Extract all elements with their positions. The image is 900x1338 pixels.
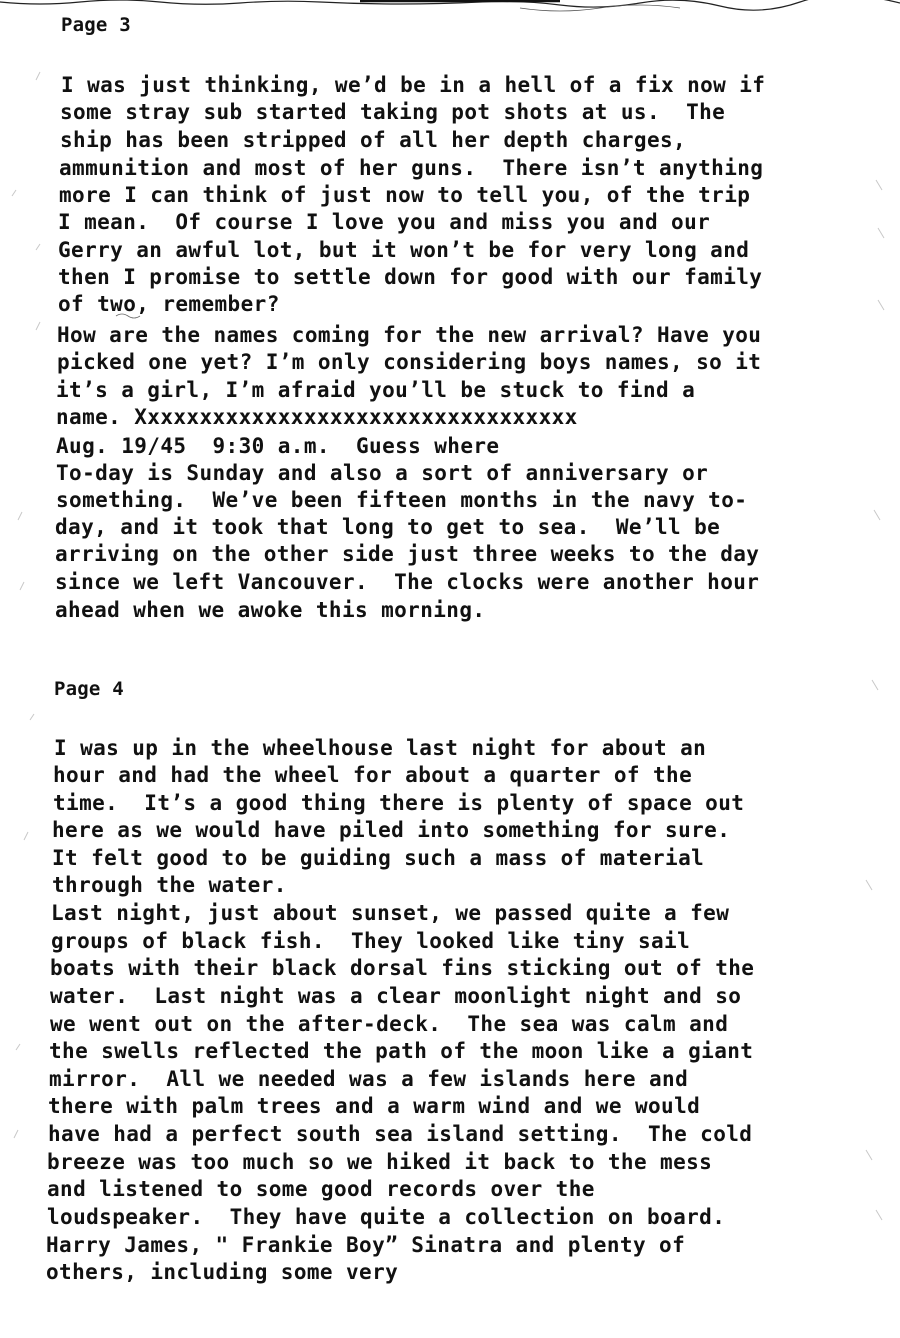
page-4-text-line: hour and had the wheel for about a quarter of the: [53, 763, 693, 787]
page-3-text-line: something. We’ve been fifteen months in the navy to-: [56, 488, 748, 512]
page-3-text-line: day, and it took that long to get to sea. We’ll be: [55, 515, 721, 539]
page-4-text-line: we went out on the after-deck. The sea was calm and: [50, 1012, 729, 1036]
page-4-heading: Page 4: [54, 678, 124, 700]
page-3-text-line: then I promise to settle down for good with our family: [58, 265, 763, 289]
page-3-text-line: of two, remember?: [58, 292, 280, 316]
page-3-text-line: picked one yet? I’m only considering boys names, so it: [57, 350, 762, 374]
page-4-text-line: here as we would have piled into something for sure.: [52, 818, 731, 842]
page-4-text-line: breeze was too much so we hiked it back to the mess: [47, 1150, 713, 1174]
page-4-text-line: water. Last night was a clear moonlight night and so: [50, 984, 742, 1008]
page-3-text-line: name. Xxxxxxxxxxxxxxxxxxxxxxxxxxxxxxxxxx: [56, 405, 578, 429]
page-4-text-line: loudspeaker. They have quite a collection on board.: [47, 1205, 726, 1229]
page-3-text-line: more I can think of just now to tell you, of the trip: [59, 183, 751, 207]
page-3-text-line: ammunition and most of her guns. There isn’t anything: [59, 156, 764, 180]
page-3-text-line: some stray sub started taking pot shots at us. The: [60, 100, 726, 124]
page-4-text-line: groups of black fish. They looked like tiny sail: [51, 929, 691, 953]
page-4-text-line: Harry James, " Frankie Boy” Sinatra and plenty of: [46, 1233, 686, 1257]
page-4-text-line: through the water.: [52, 873, 287, 897]
page-3-text-line: Gerry an awful lot, but it won’t be for very long and: [58, 238, 750, 262]
page-4-text-line: have had a perfect south sea island setting. The cold: [48, 1122, 753, 1146]
page-3-text-line: arriving on the other side just three weeks to the day: [55, 542, 760, 566]
page-4-text-line: It felt good to be guiding such a mass of material: [52, 846, 705, 870]
page-4-text-line: time. It’s a good thing there is plenty of space out: [53, 791, 745, 815]
page-4-text-line: there with palm trees and a warm wind and we would: [48, 1094, 701, 1118]
page-3-text-line: ahead when we awoke this morning.: [55, 598, 486, 622]
page-4-text-line: Last night, just about sunset, we passed quite a few: [51, 901, 730, 925]
page-4-text-line: I was up in the wheelhouse last night for about an: [54, 736, 707, 760]
page-4-text-line: others, including some very: [46, 1260, 399, 1284]
page-4-text-line: and listened to some good records over the: [47, 1177, 595, 1201]
page-top-edge: [0, 0, 900, 14]
page-4-text-line: the swells reflected the path of the moon like a giant: [49, 1039, 754, 1063]
page-4-text-line: mirror. All we needed was a few islands here and: [49, 1067, 689, 1091]
page-3-text-line: ship has been stripped of all her depth charges,: [60, 128, 687, 152]
page-3-heading: Page 3: [61, 14, 131, 36]
page-3-text-line: To-day is Sunday and also a sort of anniversary or: [56, 461, 709, 485]
page-3-text-line: How are the names coming for the new arrival? Have you: [57, 323, 762, 347]
page-3-text-line: Aug. 19/45 9:30 a.m. Guess where: [56, 434, 500, 458]
page-3-text-line: since we left Vancouver. The clocks were another hour: [55, 570, 760, 594]
page-4-text-line: boats with their black dorsal fins sticking out of the: [50, 956, 755, 980]
page-3-text-line: I was just thinking, we’d be in a hell of a fix now if: [61, 73, 766, 97]
page-3-text-line: I mean. Of course I love you and miss you and our: [58, 210, 711, 234]
page-3-text-line: it’s a girl, I’m afraid you’ll be stuck to find a: [56, 378, 696, 402]
